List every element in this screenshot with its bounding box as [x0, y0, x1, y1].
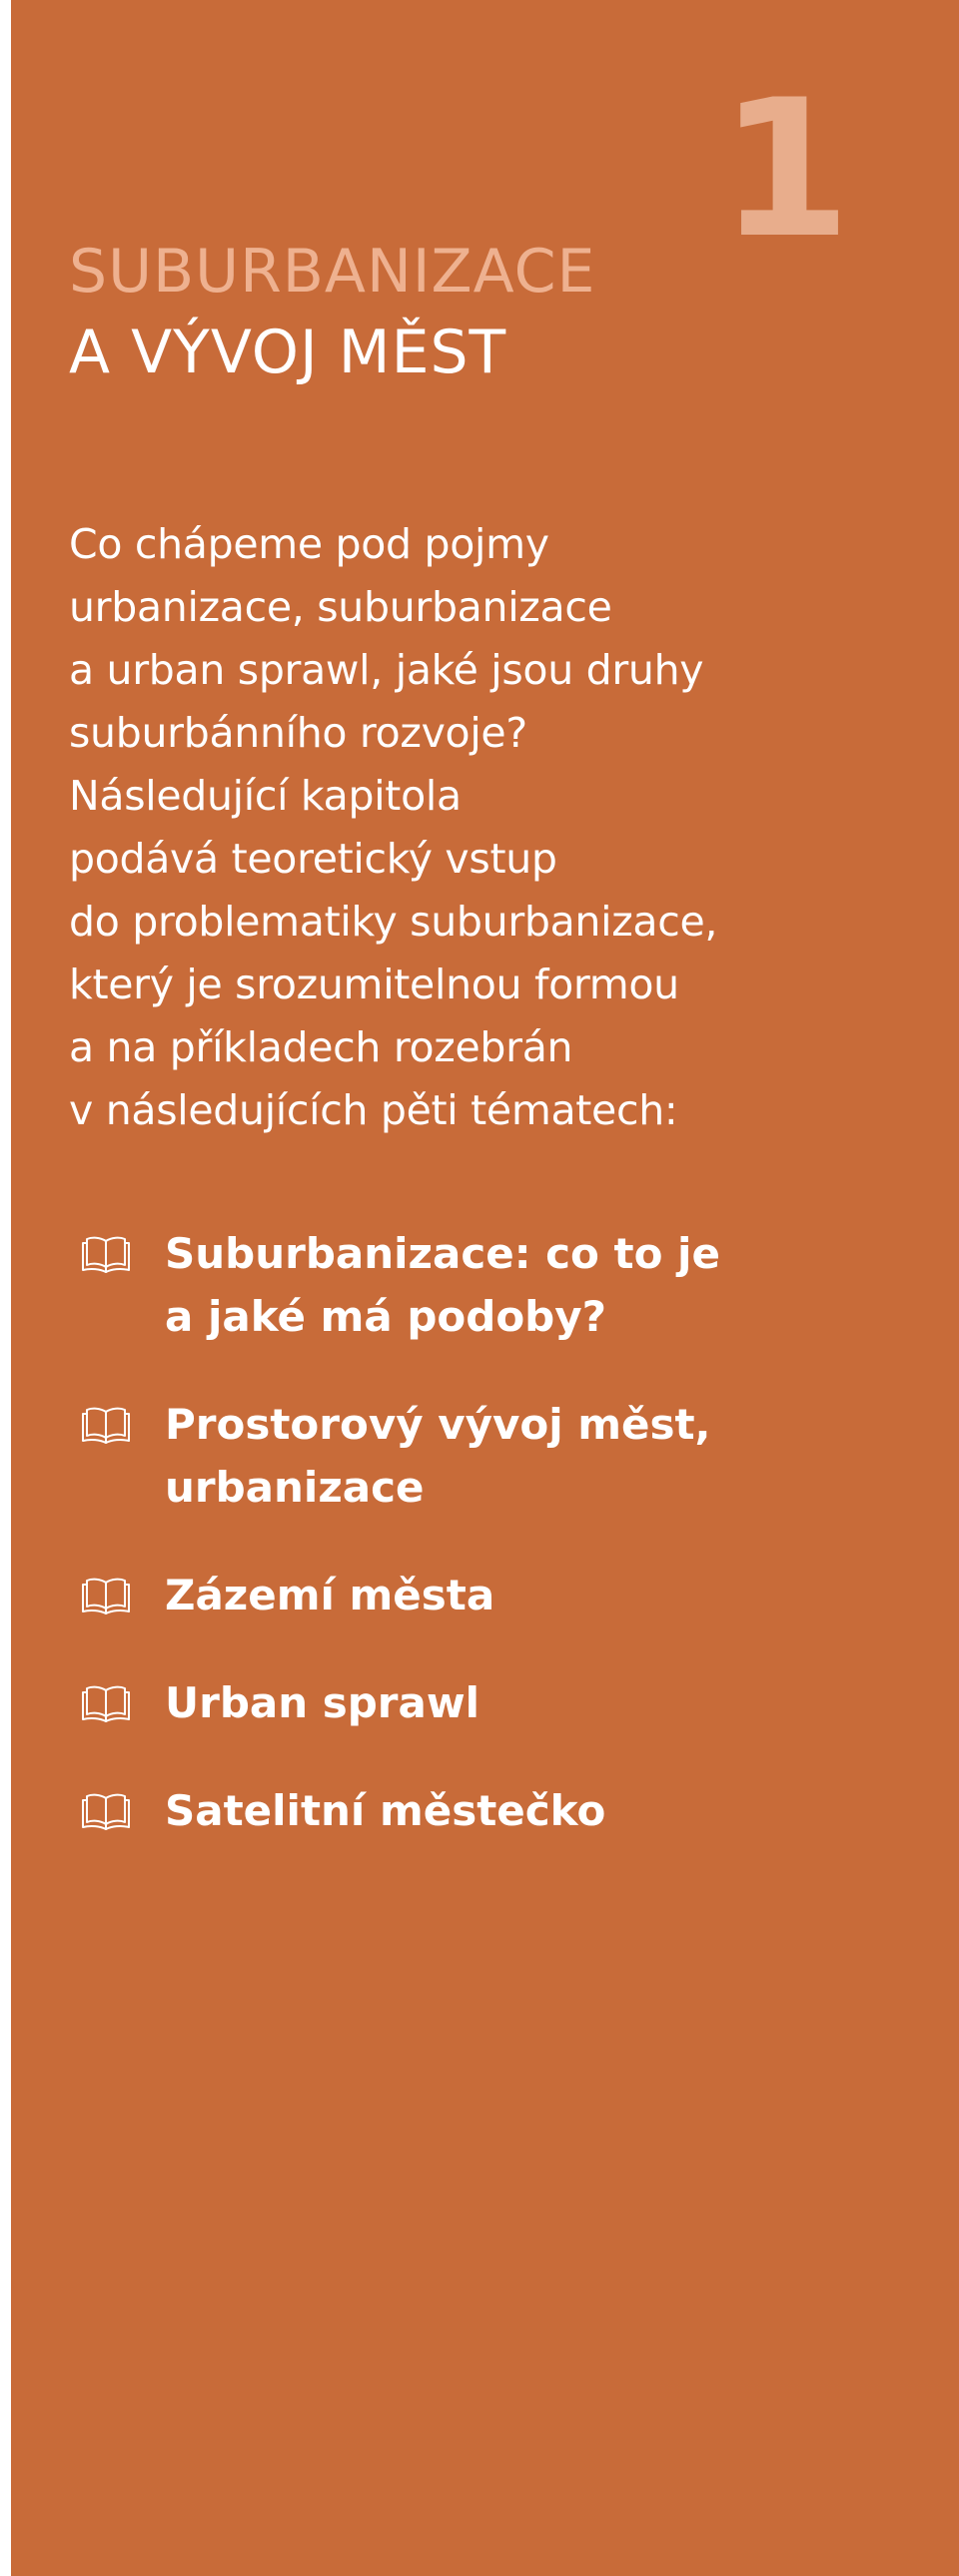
intro-line: podává teoretický vstup	[69, 835, 557, 883]
book-icon	[81, 1405, 131, 1445]
intro-line: do problematiky suburbanizace,	[69, 898, 718, 946]
topic-line: a jaké má podoby?	[165, 1292, 606, 1341]
topic-line: Prostorový vývoj měst,	[165, 1400, 711, 1449]
topic-item	[69, 1671, 928, 1734]
topic-line: Zázemí města	[165, 1571, 495, 1619]
topic-list	[69, 1222, 928, 1842]
chapter-title	[69, 232, 595, 393]
topic-item	[69, 1222, 928, 1348]
chapter-page	[11, 0, 959, 2576]
intro-line: který je srozumitelnou formou	[69, 961, 679, 1008]
topic-line: Urban sprawl	[165, 1678, 480, 1727]
intro-line: suburbánního rozvoje?	[69, 709, 527, 757]
intro-line: a urban sprawl, jaké jsou druhy	[69, 646, 704, 694]
book-icon	[81, 1234, 131, 1274]
topic-line: Suburbanizace: co to je	[165, 1229, 720, 1278]
chapter-title-line-2: A VÝVOJ MĚST	[69, 318, 507, 387]
intro-line: Co chápeme pod pojmy	[69, 520, 549, 568]
topic-line: urbanizace	[165, 1463, 425, 1512]
intro-line: a na příkladech rozebrán	[69, 1023, 573, 1071]
topic-item	[69, 1779, 928, 1842]
chapter-number: 1	[718, 59, 851, 280]
intro-line: urbanizace, suburbanizace	[69, 583, 612, 631]
book-icon	[81, 1791, 131, 1831]
book-icon	[81, 1576, 131, 1615]
chapter-title-line-1: SUBURBANIZACE	[69, 237, 596, 307]
topic-item	[69, 1564, 928, 1626]
topic-line: Satelitní městečko	[165, 1786, 606, 1835]
intro-paragraph	[69, 513, 928, 1142]
intro-line: v následujících pěti tématech:	[69, 1086, 678, 1134]
topic-item	[69, 1393, 928, 1519]
book-icon	[81, 1683, 131, 1723]
intro-line: Následující kapitola	[69, 772, 462, 820]
